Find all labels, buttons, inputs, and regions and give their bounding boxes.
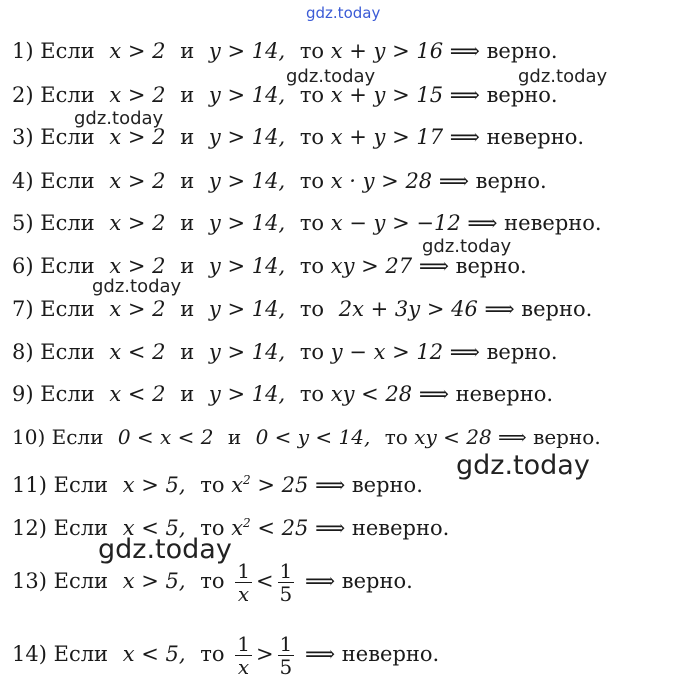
exponent: 2 bbox=[243, 516, 251, 530]
condition-y: y > 14, bbox=[208, 297, 286, 321]
statement-line-7: 7) Если x > 2 и y > 14, то 2x + 3y > 46 ⟹ верно. bbox=[12, 297, 593, 321]
implies-arrow: ⟹ bbox=[449, 125, 480, 149]
conclusion: x + y > 15 bbox=[330, 83, 444, 107]
implies-arrow: ⟹ bbox=[449, 39, 480, 63]
conclusion: x + y > 17 bbox=[330, 125, 444, 149]
item-number: 2) bbox=[12, 83, 34, 107]
watermark: gdz.today bbox=[92, 276, 182, 297]
verdict: верно. bbox=[533, 425, 601, 449]
statement-line-1: 1) Если x > 2 и y > 14, то x + y > 16 ⟹ верно. bbox=[12, 39, 558, 63]
statement-line-14: 14) Если x < 5, то $\frac{1}{x}$ > $\frac{1}{5}$ ⟹ неверно. bbox=[12, 632, 440, 679]
verdict: неверно. bbox=[351, 516, 450, 540]
implies-arrow: ⟹ bbox=[449, 83, 480, 107]
conclusion: x + y > 16 bbox=[330, 39, 444, 63]
condition-y: y > 14, bbox=[208, 340, 286, 364]
item-number: 9) bbox=[12, 382, 34, 406]
statement-line-12: 12) Если x < 5, то $x^2 < 25$ ⟹ неверно. bbox=[12, 516, 450, 540]
watermark: gdz.today bbox=[98, 534, 232, 565]
conclusion: x · y > 28 bbox=[330, 169, 433, 193]
condition-x: x < 2 bbox=[109, 340, 166, 364]
implies-arrow: ⟹ bbox=[418, 254, 449, 278]
statement-line-4: 4) Если x > 2 и y > 14, то x · y > 28 ⟹ верно. bbox=[12, 169, 547, 193]
item-number: 3) bbox=[12, 125, 34, 149]
verdict: верно. bbox=[475, 169, 547, 193]
implies-arrow: ⟹ bbox=[449, 340, 480, 364]
watermark-top: gdz.today bbox=[306, 4, 381, 22]
condition-x: x < 2 bbox=[109, 382, 166, 406]
implies-arrow: ⟹ bbox=[315, 473, 346, 497]
condition-y: y > 14, bbox=[208, 39, 286, 63]
statement-line-8: 8) Если x < 2 и y > 14, то y − x > 12 ⟹ верно. bbox=[12, 340, 558, 364]
statement-line-5: 5) Если x > 2 и y > 14, то x − y > −12 ⟹ неверно. bbox=[12, 211, 602, 235]
item-number: 14) bbox=[12, 642, 47, 666]
item-number: 4) bbox=[12, 169, 34, 193]
implies-arrow: ⟹ bbox=[467, 211, 498, 235]
verdict: верно. bbox=[455, 254, 527, 278]
condition-y: y > 14, bbox=[208, 83, 286, 107]
fraction-one-over-x: $\frac{1}{x}$ bbox=[237, 632, 250, 679]
conclusion: x − y > −12 bbox=[330, 211, 461, 235]
conclusion: $x^2 > 25$ bbox=[231, 473, 309, 497]
item-number: 5) bbox=[12, 211, 34, 235]
fraction-one-over-five: $\frac{1}{5}$ bbox=[279, 559, 293, 606]
condition-x: x > 2 bbox=[109, 169, 166, 193]
condition-x: x > 2 bbox=[109, 254, 166, 278]
item-number: 1) bbox=[12, 39, 34, 63]
fraction-one-over-five: $\frac{1}{5}$ bbox=[279, 632, 293, 679]
verdict: неверно. bbox=[504, 211, 602, 235]
condition-x: x > 5, bbox=[122, 473, 186, 497]
implies-arrow: ⟹ bbox=[498, 425, 527, 449]
implies-arrow: ⟹ bbox=[484, 297, 515, 321]
verdict: верно. bbox=[351, 473, 423, 497]
verdict: неверно. bbox=[455, 382, 554, 406]
conclusion: xy > 27 bbox=[330, 254, 413, 278]
implies-arrow: ⟹ bbox=[315, 516, 346, 540]
condition-x: x > 2 bbox=[109, 83, 166, 107]
statement-line-11: 11) Если x > 5, то $x^2 > 25$ ⟹ верно. bbox=[12, 473, 423, 497]
item-number: 13) bbox=[12, 569, 47, 593]
exponent: 2 bbox=[243, 473, 251, 487]
condition-x: x > 2 bbox=[109, 297, 166, 321]
condition-x: x > 2 bbox=[109, 125, 166, 149]
verdict: верно. bbox=[486, 39, 558, 63]
watermark: gdz.today bbox=[456, 450, 590, 481]
condition-x: 0 < x < 2 bbox=[117, 425, 214, 449]
verdict: верно. bbox=[341, 569, 413, 593]
comparison-operator: < bbox=[255, 569, 274, 593]
item-number: 10) bbox=[12, 425, 46, 449]
implies-arrow: ⟹ bbox=[304, 569, 336, 593]
condition-x: x < 5, bbox=[122, 642, 186, 666]
conclusion: 2x + 3y > 46 bbox=[338, 297, 478, 321]
verdict: неверно. bbox=[486, 125, 585, 149]
item-number: 6) bbox=[12, 254, 34, 278]
condition-y: 0 < y < 14, bbox=[255, 425, 371, 449]
comparison-operator: > bbox=[255, 642, 274, 666]
item-number: 11) bbox=[12, 473, 47, 497]
condition-y: y > 14, bbox=[208, 169, 286, 193]
statement-line-9: 9) Если x < 2 и y > 14, то xy < 28 ⟹ неверно. bbox=[12, 382, 554, 406]
conclusion: $x^2 < 25$ bbox=[231, 516, 309, 540]
implies-arrow: ⟹ bbox=[304, 642, 336, 666]
implies-arrow: ⟹ bbox=[418, 382, 449, 406]
item-number: 8) bbox=[12, 340, 34, 364]
item-number: 12) bbox=[12, 516, 47, 540]
verdict: верно. bbox=[486, 340, 558, 364]
condition-y: y > 14, bbox=[208, 211, 286, 235]
fraction-one-over-x: $\frac{1}{x}$ bbox=[237, 559, 250, 606]
statement-line-3: 3) Если x > 2 и y > 14, то x + y > 17 ⟹ неверно. bbox=[12, 125, 585, 149]
watermark: gdz.today bbox=[422, 236, 512, 257]
verdict: верно. bbox=[521, 297, 593, 321]
condition-x: x > 2 bbox=[109, 39, 166, 63]
verdict: верно. bbox=[486, 83, 558, 107]
verdict: неверно. bbox=[341, 642, 440, 666]
condition-y: y > 14, bbox=[208, 254, 286, 278]
condition-y: y > 14, bbox=[208, 125, 286, 149]
statement-line-2: 2) Если x > 2 и y > 14, то x + y > 15 ⟹ верно. bbox=[12, 83, 558, 107]
conclusion: xy < 28 bbox=[330, 382, 413, 406]
condition-y: y > 14, bbox=[208, 382, 286, 406]
implies-arrow: ⟹ bbox=[438, 169, 469, 193]
condition-x: x > 5, bbox=[122, 569, 186, 593]
statement-line-6: 6) Если x > 2 и y > 14, то xy > 27 ⟹ верно. bbox=[12, 254, 527, 278]
watermark: gdz.today bbox=[518, 66, 608, 87]
statement-line-10: 10) Если 0 < x < 2 и 0 < y < 14, то xy < 28 ⟹ верно. bbox=[12, 425, 601, 449]
conclusion: y − x > 12 bbox=[330, 340, 444, 364]
condition-x: x > 2 bbox=[109, 211, 166, 235]
watermark: gdz.today bbox=[74, 108, 164, 129]
watermark: gdz.today bbox=[286, 66, 376, 87]
statement-line-13: 13) Если x > 5, то $\frac{1}{x}$ < $\frac{1}{5}$ ⟹ верно. bbox=[12, 559, 413, 606]
conclusion: xy < 28 bbox=[414, 425, 492, 449]
item-number: 7) bbox=[12, 297, 34, 321]
condition-x: x < 5, bbox=[122, 516, 186, 540]
